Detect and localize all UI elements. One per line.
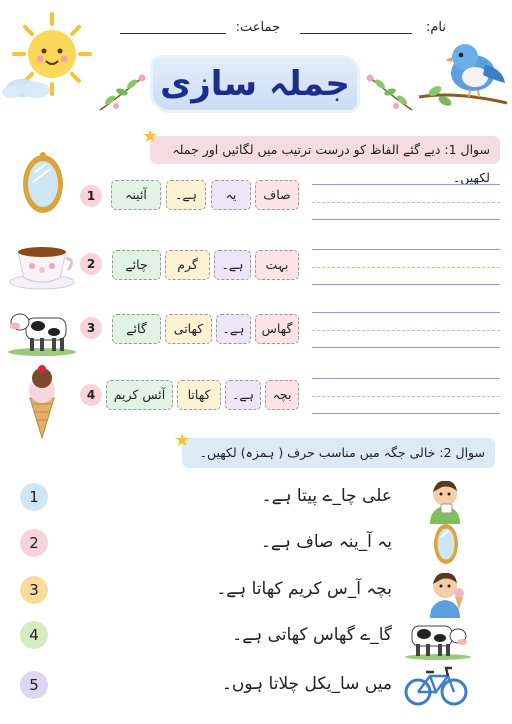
bird-on-branch-icon — [415, 35, 510, 113]
mirror-icon — [20, 152, 66, 216]
writing-line[interactable] — [312, 267, 500, 268]
word-box[interactable]: ہے۔ — [216, 314, 251, 344]
writing-line[interactable] — [312, 219, 500, 220]
class-line[interactable] — [120, 33, 226, 34]
q2-number-circle: 3 — [20, 576, 48, 604]
star-icon: ★ — [174, 430, 191, 451]
q2-heading: سوال 2: خالی جگہ میں مناسب حرف ( ہمزہ) لکھیں۔ — [182, 438, 495, 468]
q1-number-circle: 4 — [80, 384, 102, 406]
q2-number-circle: 2 — [20, 529, 48, 557]
q1-number-circle: 3 — [80, 317, 102, 339]
name-line[interactable] — [300, 33, 412, 34]
fill-blank-sentence[interactable]: یہ آ_ینہ صاف ہے۔ — [260, 532, 392, 552]
word-box[interactable]: کھاتی — [165, 314, 212, 344]
word-box[interactable]: آئینہ — [111, 180, 161, 210]
word-box[interactable]: یہ — [211, 180, 251, 210]
star-icon: ★ — [142, 126, 159, 147]
word-box[interactable]: گھاس — [255, 314, 299, 344]
writing-line[interactable] — [312, 202, 500, 203]
q2-number-circle: 5 — [20, 671, 48, 699]
fill-blank-sentence[interactable]: گا_ے گھاس کھاتی ہے۔ — [232, 625, 392, 645]
word-box[interactable]: آئس کریم — [106, 380, 173, 410]
writing-line[interactable] — [312, 184, 500, 185]
fill-blank-sentence[interactable]: علی چا_ے پیتا ہے۔ — [261, 486, 392, 506]
word-box[interactable]: ہے۔ — [225, 380, 261, 410]
writing-line[interactable] — [312, 284, 500, 285]
writing-line[interactable] — [312, 312, 500, 313]
writing-line[interactable] — [312, 249, 500, 250]
writing-line[interactable] — [312, 378, 500, 379]
fill-blank-sentence[interactable]: میں سا_یکل چلاتا ہوں۔ — [221, 674, 392, 694]
q1-heading: سوال 1: دیے گئے الفاظ کو درست ترتیب میں لگائیں اور جملہ لکھیں۔ — [150, 136, 500, 164]
writing-line[interactable] — [312, 347, 500, 348]
word-box[interactable]: ہے۔ — [214, 250, 251, 280]
q2-number-circle: 1 — [20, 483, 48, 511]
leaf-branch-icon — [96, 70, 148, 114]
word-box[interactable]: گرم — [165, 250, 210, 280]
word-box[interactable]: صاف — [255, 180, 299, 210]
writing-line[interactable] — [312, 413, 500, 414]
teacup-icon — [8, 240, 78, 290]
q1-number-circle: 2 — [80, 253, 102, 275]
cow-icon — [6, 304, 76, 356]
name-label: نام: — [425, 20, 446, 35]
word-box[interactable]: کھاتا — [177, 380, 221, 410]
word-box[interactable]: ہے۔ — [166, 180, 206, 210]
boy-icecream-icon — [424, 566, 466, 618]
leaf-branch-icon — [364, 70, 416, 114]
fill-blank-sentence[interactable]: بچہ آ_س کریم کھاتا ہے۔ — [216, 579, 392, 599]
word-box[interactable]: چائے — [112, 250, 161, 280]
page-title: جملہ سازی — [160, 64, 350, 104]
bicycle-icon — [404, 664, 468, 706]
mirror-icon — [432, 522, 460, 566]
icecream-icon — [22, 364, 62, 440]
sun-icon — [2, 10, 100, 100]
writing-line[interactable] — [312, 396, 500, 397]
writing-line[interactable] — [312, 330, 500, 331]
word-box[interactable]: بہت — [255, 250, 299, 280]
cow-icon — [404, 616, 472, 660]
word-box[interactable]: بچہ — [265, 380, 299, 410]
class-label: جماعت: — [235, 20, 280, 35]
q1-number-circle: 1 — [80, 185, 102, 207]
boy-drinking-icon — [424, 474, 466, 524]
q2-number-circle: 4 — [20, 621, 48, 649]
word-box[interactable]: گائے — [112, 314, 161, 344]
